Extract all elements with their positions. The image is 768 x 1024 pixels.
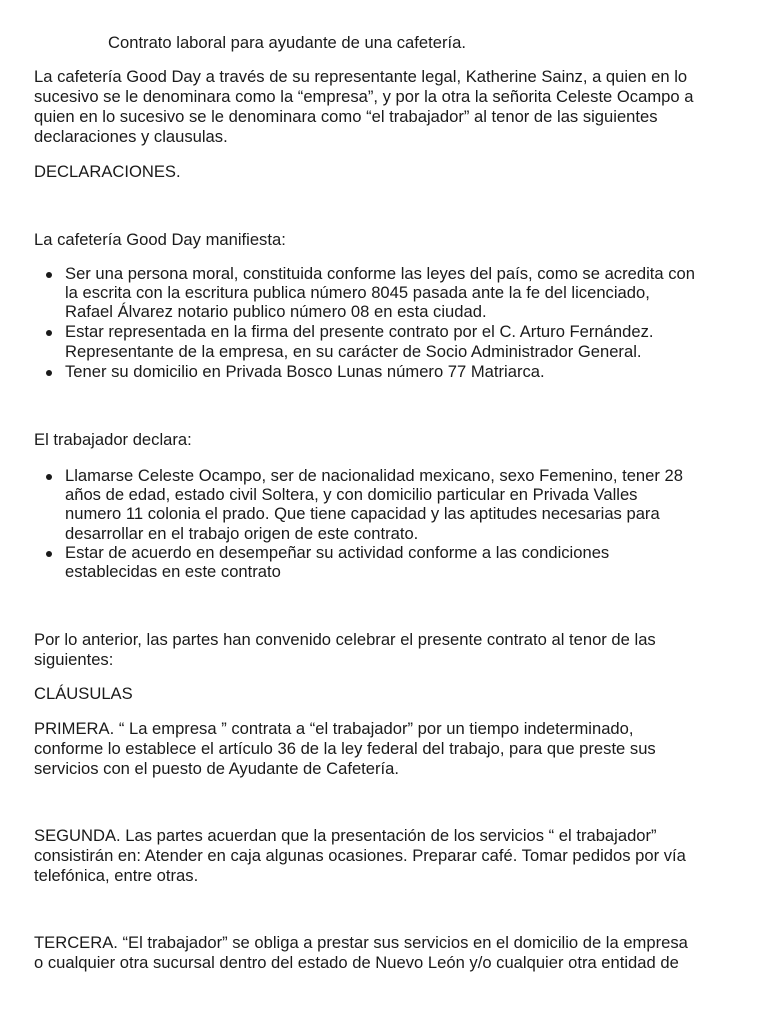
intro-line-1: La cafetería Good Day a través de su representante legal, Katherine Sainz, a quien en lo (34, 67, 688, 86)
clauses-heading: CLÁUSULAS (34, 684, 133, 703)
intro-line-2: sucesivo se le denominara como la “empresa”, y por la otra la señorita Celeste Ocampo a (34, 87, 694, 106)
bullet-icon (46, 272, 52, 278)
agreement-line-1: Por lo anterior, las partes han convenido celebrar el presente contrato al tenor de las (34, 630, 656, 649)
company-item-2-line-2: Representante de la empresa, en su carácter de Socio Administrador General. (65, 342, 642, 361)
clause-segunda-line-1: SEGUNDA. Las partes acuerdan que la presentación de los servicios “ el trabajador” (34, 826, 657, 845)
clause-segunda-line-3: telefónica, entre otras. (34, 866, 199, 885)
clause-segunda-line-2: consistirán en: Atender en caja algunas ocasiones. Preparar café. Tomar pedidos por vía (34, 846, 686, 865)
worker-item-1-line-2: años de edad, estado civil Soltera, y con domicilio particular en Privada Valles (65, 485, 638, 504)
worker-item-2-line-2: establecidas en este contrato (65, 562, 281, 581)
agreement-line-2: siguientes: (34, 650, 114, 669)
clause-primera-line-2: conforme lo establece el artículo 36 de la ley federal del trabajo, para que preste sus (34, 739, 656, 758)
clause-tercera-line-1: TERCERA. “El trabajador” se obliga a prestar sus servicios en el domicilio de la empresa (34, 933, 688, 952)
company-item-2-line-1: Estar representada en la firma del presente contrato por el C. Arturo Fernández. (65, 322, 654, 341)
clause-tercera-line-2: o cualquier otra sucursal dentro del estado de Nuevo León y/o cualquier otra entidad de (34, 953, 679, 972)
company-item-1-line-1: Ser una persona moral, constituida conforme las leyes del país, como se acredita con (65, 264, 695, 283)
bullet-icon (46, 551, 52, 557)
worker-item-1-line-4: desarrollar en el trabajo origen de este contrato. (65, 524, 419, 543)
worker-item-1-line-3: numero 11 colonia el prado. Que tiene capacidad y las aptitudes necesarias para (65, 504, 660, 523)
declarations-heading: DECLARACIONES. (34, 162, 181, 181)
company-heading: La cafetería Good Day manifiesta: (34, 230, 286, 249)
bullet-icon (46, 370, 52, 376)
clause-primera-line-3: servicios con el puesto de Ayudante de Cafetería. (34, 759, 399, 778)
worker-heading: El trabajador declara: (34, 430, 192, 449)
document-title: Contrato laboral para ayudante de una cafetería. (108, 33, 466, 52)
company-item-1-line-3: Rafael Álvarez notario publico número 08 en esta ciudad. (65, 302, 487, 321)
worker-item-1-line-1: Llamarse Celeste Ocampo, ser de nacionalidad mexicano, sexo Femenino, tener 28 (65, 466, 683, 485)
intro-line-4: declaraciones y clausulas. (34, 127, 228, 146)
clause-primera-line-1: PRIMERA. “ La empresa ” contrata a “el trabajador” por un tiempo indeterminado, (34, 719, 634, 738)
worker-item-2-line-1: Estar de acuerdo en desempeñar su actividad conforme a las condiciones (65, 543, 610, 562)
company-item-1-line-2: la escrita con la escritura publica número 8045 pasada ante la fe del licenciado, (65, 283, 650, 302)
bullet-icon (46, 474, 52, 480)
intro-line-3: quien en lo sucesivo se le denominara como “el trabajador” al tenor de las siguientes (34, 107, 658, 126)
bullet-icon (46, 330, 52, 336)
company-item-3-line-1: Tener su domicilio en Privada Bosco Lunas número 77 Matriarca. (65, 362, 545, 381)
